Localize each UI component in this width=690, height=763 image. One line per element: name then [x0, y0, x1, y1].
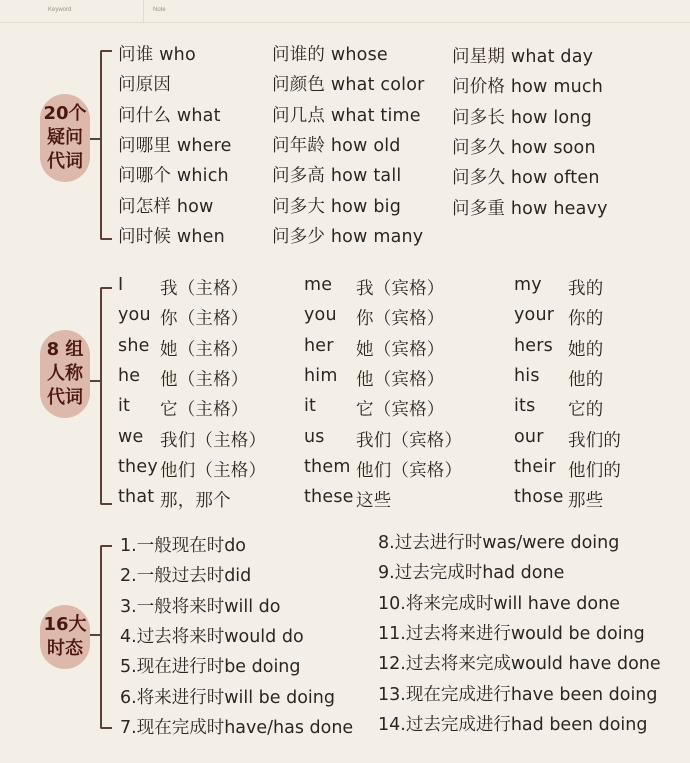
- interrogative-item: 问谁 who: [118, 45, 196, 65]
- pronouns-badge: [40, 330, 90, 418]
- pronoun-zh: 它的: [568, 400, 604, 421]
- pronouns-bracket: [100, 287, 112, 505]
- tense-item: 4.过去将来时would do: [120, 626, 304, 647]
- interrogative-item: 问价格 how much: [452, 77, 603, 98]
- interrogative-item: 问多重 how heavy: [452, 198, 608, 219]
- pronoun-en: its: [514, 396, 536, 417]
- pronoun-zh: 你（主格）: [160, 309, 249, 330]
- pronoun-en: I: [118, 275, 124, 295]
- pronoun-zh: 我（宾格）: [356, 279, 445, 299]
- pronoun-en: me: [304, 275, 333, 295]
- tense-item: 9.过去完成时had done: [378, 563, 565, 584]
- badge-line: 时态: [47, 638, 83, 659]
- pronoun-zh: 它（宾格）: [356, 400, 445, 421]
- pronoun-zh: 我（主格）: [160, 279, 249, 299]
- pronoun-en: she: [118, 335, 150, 356]
- pronoun-zh: 我们（主格）: [160, 430, 267, 451]
- interrogative-item: 问什么 what: [118, 105, 221, 126]
- pronoun-en: us: [304, 426, 325, 447]
- badge-line: 代词: [47, 387, 83, 408]
- pronoun-en: they: [118, 456, 158, 477]
- pronoun-zh: 她（宾格）: [356, 339, 445, 360]
- tense-item: 14.过去完成进行had been doing: [378, 714, 648, 735]
- pronoun-en: it: [304, 396, 317, 417]
- pronoun-en: their: [514, 456, 556, 477]
- badge-line: 代词: [47, 151, 83, 172]
- pronoun-zh: 我们的: [568, 430, 622, 451]
- tense-item: 1.一般现在时do: [120, 536, 247, 556]
- interrogative-item: 问几点 what time: [272, 105, 421, 126]
- pronoun-en: we: [118, 426, 144, 447]
- pronoun-en: it: [118, 396, 131, 417]
- header-divider: [143, 0, 144, 22]
- pronoun-en: he: [118, 365, 141, 386]
- pronoun-en: our: [514, 426, 544, 447]
- pronoun-en: him: [304, 365, 338, 386]
- interrogative-item: 问年龄 how old: [272, 135, 401, 156]
- pronoun-zh: 这些: [356, 491, 392, 512]
- tense-item: 5.现在进行时be doing: [120, 657, 301, 678]
- tense-item: 11.过去将来进行would be doing: [378, 623, 645, 644]
- interrogative-item: 问多大 how big: [272, 196, 402, 217]
- badge-line: 人称: [47, 363, 83, 384]
- pronoun-zh: 他（主格）: [160, 369, 249, 390]
- interrogatives-bracket: [100, 50, 112, 240]
- tense-item: 13.现在完成进行have been doing: [378, 684, 658, 705]
- interrogative-item: 问多长 how long: [452, 107, 592, 128]
- page-header: [0, 0, 690, 23]
- badge-line: 20个: [43, 103, 87, 124]
- pronoun-en: those: [514, 487, 564, 508]
- pronoun-zh: 那，那个: [160, 491, 231, 512]
- interrogative-item: 问时候 when: [118, 226, 225, 247]
- pronoun-zh: 她（主格）: [160, 339, 249, 360]
- pronoun-zh: 你（宾格）: [356, 309, 445, 330]
- tenses-badge: [40, 605, 90, 669]
- pronoun-zh: 你的: [568, 309, 604, 330]
- tense-item: 3.一般将来时will do: [120, 596, 281, 617]
- pronoun-zh: 他们（主格）: [160, 460, 267, 481]
- interrogative-item: 问多高 how tall: [272, 166, 402, 187]
- interrogative-item: 问多久 how often: [452, 168, 600, 189]
- badge-line: 16大: [43, 614, 87, 635]
- interrogatives-badge: [40, 94, 90, 182]
- tense-item: 2.一般过去时did: [120, 566, 252, 587]
- interrogative-item: 问原因: [118, 75, 172, 96]
- pronoun-zh: 他的: [568, 369, 604, 390]
- pronoun-en: hers: [514, 335, 553, 356]
- note-label: Note: [153, 7, 166, 13]
- pronoun-en: these: [304, 487, 354, 508]
- tense-item: 6.将来进行时will be doing: [120, 687, 335, 708]
- interrogative-item: 问多少 how many: [272, 226, 424, 247]
- pronoun-en: her: [304, 335, 334, 356]
- pronoun-zh: 我们（宾格）: [356, 430, 463, 451]
- tense-item: 7.现在完成时have/has done: [120, 717, 354, 738]
- pronoun-zh: 那些: [568, 491, 604, 512]
- pronoun-en: them: [304, 456, 351, 477]
- interrogative-item: 问哪个 which: [118, 166, 229, 187]
- interrogative-item: 问颜色 what color: [272, 75, 425, 96]
- pronoun-en: you: [118, 305, 151, 326]
- badge-line: 8 组: [46, 339, 84, 360]
- tense-item: 8.过去进行时was/were doing: [378, 533, 620, 553]
- interrogative-item: 问哪里 where: [118, 135, 232, 156]
- pronoun-en: you: [304, 305, 337, 326]
- tense-item: 10.将来完成时will have done: [378, 593, 620, 614]
- pronoun-zh: 他（宾格）: [356, 369, 445, 390]
- pronoun-en: his: [514, 365, 540, 386]
- interrogative-item: 问星期 what day: [452, 47, 594, 67]
- pronoun-zh: 它（主格）: [160, 400, 249, 421]
- interrogative-item: 问谁的 whose: [272, 45, 388, 65]
- interrogative-item: 问多久 how soon: [452, 137, 596, 158]
- pronoun-en: that: [118, 487, 155, 508]
- pronoun-zh: 我的: [568, 279, 604, 299]
- pronoun-zh: 他们（宾格）: [356, 460, 463, 481]
- interrogative-item: 问怎样 how: [118, 196, 214, 217]
- pronoun-en: my: [514, 275, 542, 295]
- keyword-label: Keyword: [48, 7, 72, 13]
- tense-item: 12.过去将来完成would have done: [378, 654, 661, 675]
- badge-line: 疑问: [47, 127, 83, 148]
- pronoun-en: your: [514, 305, 555, 326]
- pronoun-zh: 他们的: [568, 460, 622, 481]
- tenses-bracket: [100, 545, 112, 729]
- pronoun-zh: 她的: [568, 339, 604, 360]
